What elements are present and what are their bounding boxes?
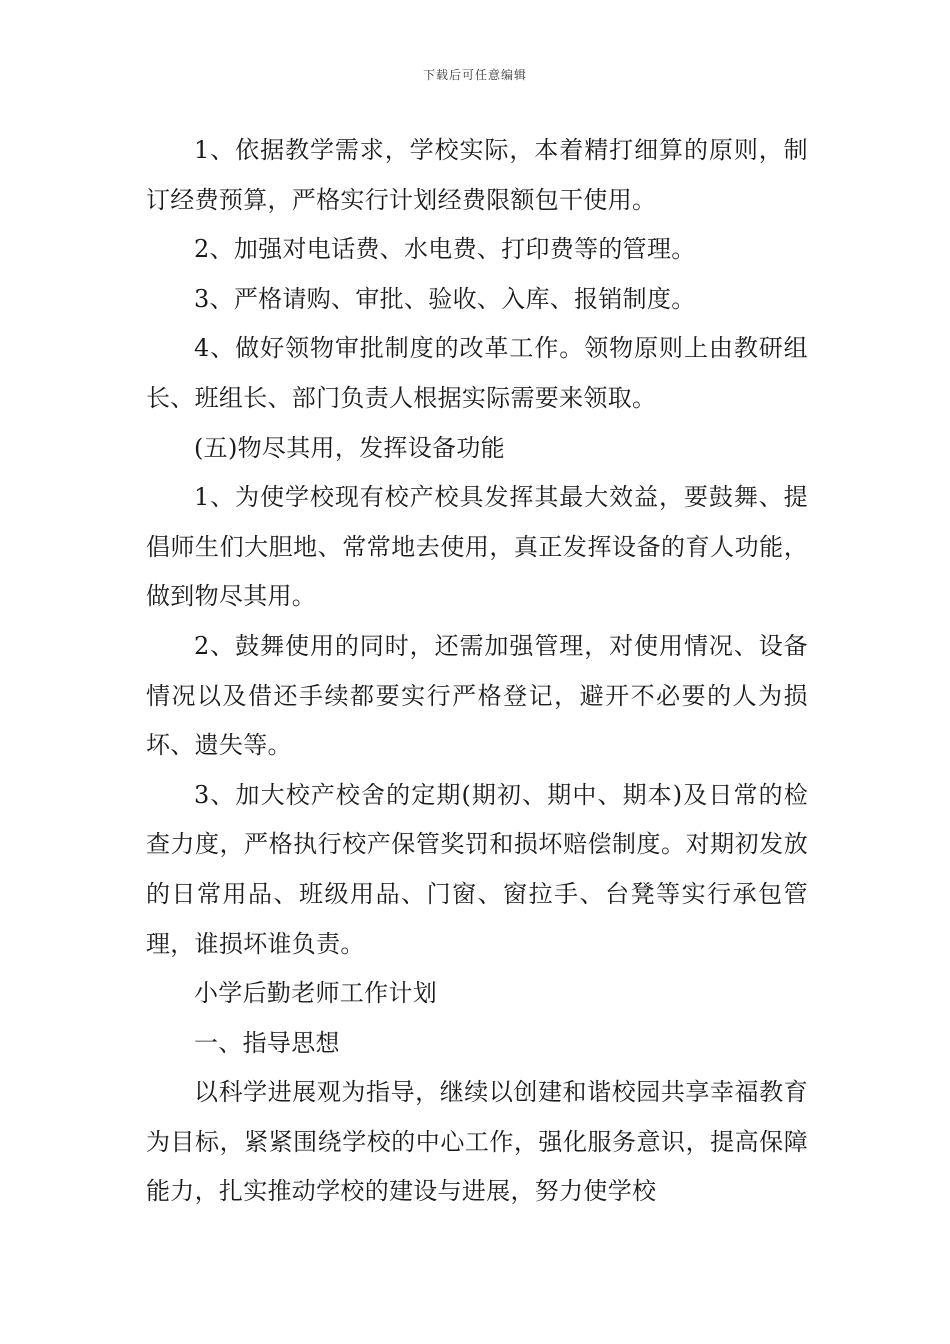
paragraph-requisition-reform: 4、做好领物审批制度的改革工作。领物原则上由教研组长、班组长、部门负责人根据实际需要来领取。 <box>146 334 808 412</box>
document-subtitle: 小学后勤老师工作计划 <box>194 979 437 1008</box>
paragraph-equipment-management: 2、鼓舞使用的同时，还需加强管理，对使用情况、设备情况以及借还手续都要实行严格登记，避开不必要的人为损坏、遗失等。 <box>146 631 808 760</box>
paragraph-inspection: 3、加大校产校舍的定期(期初、期中、期本)及日常的检查力度，严格执行校产保管奖罚和损坏赔偿制度。对期初发放的日常用品、班级用品、门窗、窗拉手、台凳等实行承包管理，谁损坏谁负责。 <box>146 780 808 958</box>
section-heading-guiding-ideology: 一、指导思想 <box>194 1028 340 1057</box>
document-body <box>146 126 808 1217</box>
paragraph-utility-fees: 2、加强对电话费、水电费、打印费等的管理。 <box>194 235 696 264</box>
header-note: 下载后可任意编辑 <box>422 68 527 82</box>
paragraph-purchase-rules: 3、严格请购、审批、验收、入库、报销制度。 <box>194 284 696 313</box>
paragraph-equipment-use: 1、为使学校现有校产校具发挥其最大效益，要鼓舞、提倡师生们大胆地、常常地去使用，真正发挥设备的育人功能，做到物尽其用。 <box>146 483 808 611</box>
paragraph-budget: 1、依据教学需求，学校实际，本着精打细算的原则，制订经费预算，严格实行计划经费限额包干使用。 <box>146 136 808 214</box>
paragraph-guiding-ideology: 以科学进展观为指导，继续以创建和谐校园共享幸福教育为目标，紧紧围绕学校的中心工作，强化服务意识，提高保障能力，扎实推动学校的建设与进展，努力使学校 <box>146 1078 808 1206</box>
section-heading-five: (五)物尽其用，发挥设备功能 <box>194 433 505 462</box>
